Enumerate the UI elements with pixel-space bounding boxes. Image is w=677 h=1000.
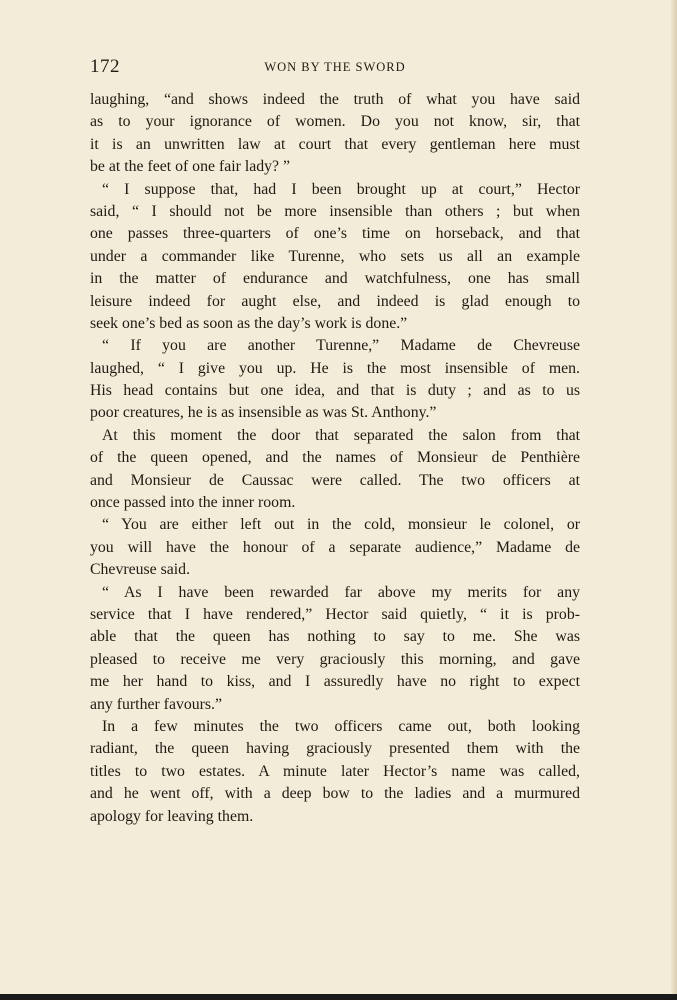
text-line: any further favours.” — [90, 695, 223, 713]
text-line: poor creatures, he is as insensible as was St. Anthony.” — [90, 404, 437, 422]
body-text — [90, 89, 580, 828]
text-line: as to your ignorance of women. Do you not know, sir, that — [90, 113, 580, 131]
text-line: be at the feet of one fair lady? ” — [90, 158, 290, 176]
text-line: in the matter of endurance and watchfulness, one has small — [90, 270, 580, 288]
text-line: it is an unwritten law at court that every gentleman here must — [90, 135, 580, 153]
text-line: leisure indeed for aught else, and indeed is glad enough to — [90, 292, 580, 310]
text-line: radiant, the queen having graciously presented them with the — [90, 740, 580, 758]
text-line: apology for leaving them. — [90, 807, 254, 825]
page-edge — [671, 0, 677, 1000]
text-line: and Monsieur de Caussac were called. The two officers at — [90, 471, 580, 489]
running-title: WON BY THE SWORD — [264, 60, 406, 74]
text-line: “ You are either left out in the cold, monsieur le colonel, or — [102, 516, 580, 534]
text-line: once passed into the inner room. — [90, 494, 296, 512]
page-header — [90, 56, 580, 78]
text-line: you will have the honour of a separate audience,” Madame de — [90, 538, 580, 556]
text-line: able that the queen has nothing to say to me. She was — [90, 628, 580, 646]
text-line: “ I suppose that, had I been brought up at court,” Hector — [102, 180, 580, 198]
text-line: Chevreuse said. — [90, 561, 191, 579]
text-line: pleased to receive me very graciously this morning, and gave — [90, 650, 580, 668]
text-line: In a few minutes the two officers came out, both looking — [102, 717, 580, 735]
text-line: “ As I have been rewarded far above my merits for any — [102, 583, 580, 601]
page-number: 172 — [90, 56, 120, 77]
text-line: one passes three-quarters of one’s time on horseback, and that — [90, 225, 580, 243]
text-line: and he went off, with a deep bow to the ladies and a murmured — [90, 785, 580, 803]
text-line: said, “ I should not be more insensible than others ; but when — [90, 202, 580, 220]
text-line: At this moment the door that separated the salon from that — [102, 426, 580, 444]
text-line: service that I have rendered,” Hector said quietly, “ it is prob- — [90, 605, 580, 623]
text-line: titles to two estates. A minute later Hector’s name was called, — [90, 762, 580, 780]
text-line: laughing, “and shows indeed the truth of what you have said — [90, 91, 580, 108]
text-line: seek one’s bed as soon as the day’s work is done.” — [90, 314, 408, 332]
text-line: “ If you are another Turenne,” Madame de Chevreuse — [102, 337, 580, 355]
text-line: of the queen opened, and the names of Monsieur de Penthière — [90, 449, 580, 467]
text-line: me her hand to kiss, and I assuredly have no right to expect — [90, 673, 580, 691]
page-bottom-edge — [0, 994, 677, 1000]
text-line: under a commander like Turenne, who sets us all an example — [90, 247, 580, 265]
text-line: laughed, “ I give you up. He is the most insensible of men. — [90, 359, 580, 377]
text-line: His head contains but one idea, and that is duty ; and as to us — [90, 382, 580, 400]
